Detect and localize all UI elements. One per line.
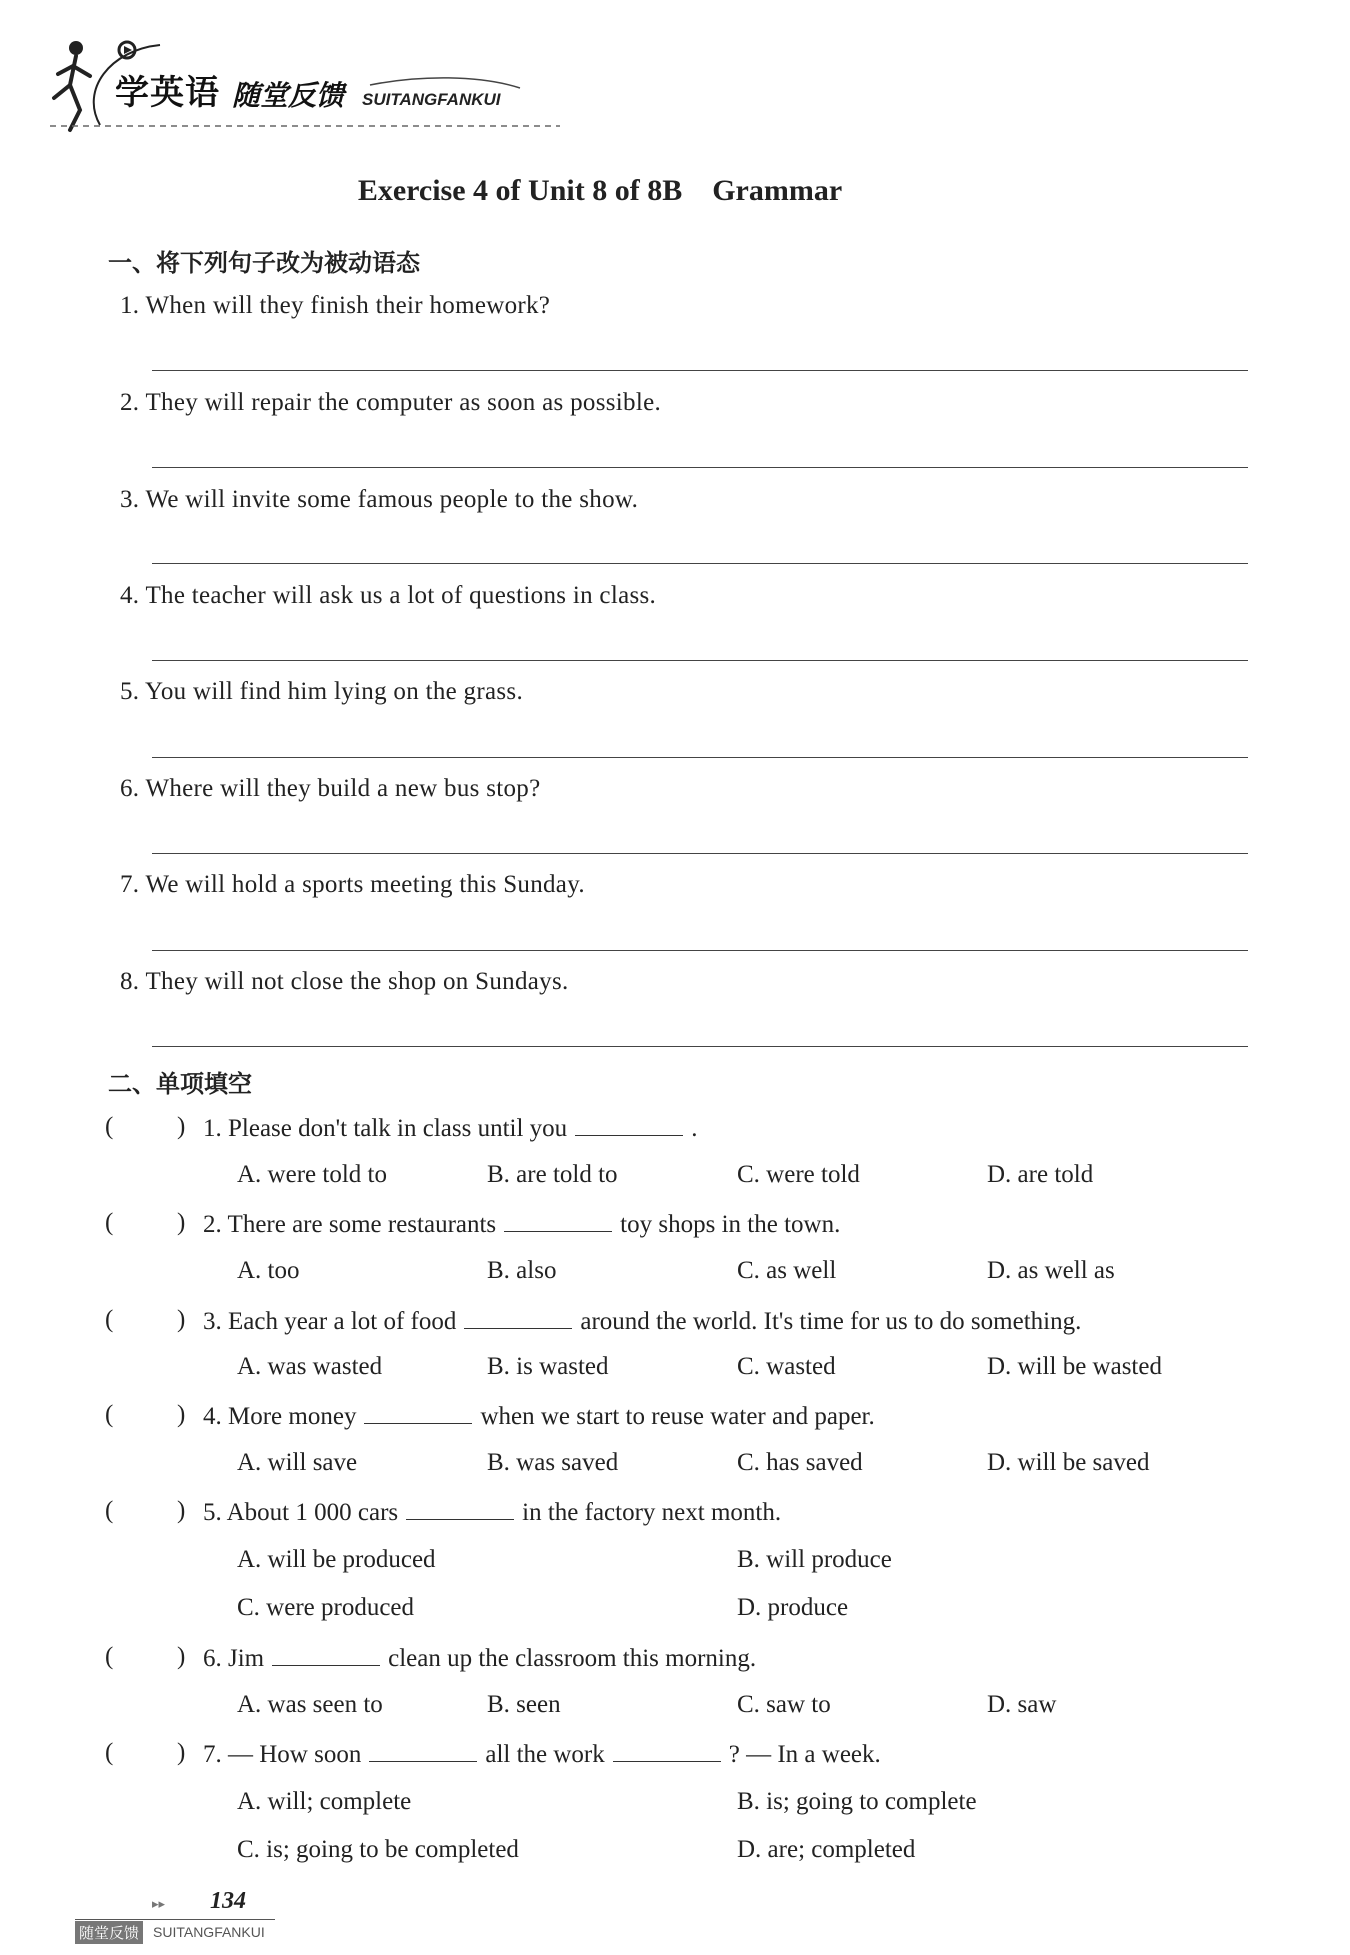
option-c[interactable]: C. saw to — [737, 1691, 831, 1718]
option-d[interactable]: D. are told — [987, 1161, 1094, 1188]
fill-blank[interactable] — [369, 1739, 477, 1762]
rewrite-question-4: 4. The teacher will ask us a lot of questions in class. — [120, 582, 657, 609]
rewrite-question-5: 5. You will find him lying on the grass. — [120, 678, 523, 705]
answer-paren-open: ( — [105, 1497, 114, 1524]
option-b[interactable]: B. is; going to complete — [737, 1788, 977, 1815]
answer-paren-open: ( — [105, 1209, 114, 1236]
fill-blank[interactable] — [406, 1497, 514, 1520]
rewrite-question-6: 6. Where will they build a new bus stop? — [120, 775, 541, 802]
answer-paren-open: ( — [105, 1401, 114, 1428]
answer-paren-close: ) — [177, 1209, 186, 1236]
rewrite-question-7: 7. We will hold a sports meeting this Sunday. — [120, 871, 585, 898]
answer-paren-open: ( — [105, 1739, 114, 1766]
answer-line-1[interactable] — [152, 370, 1248, 371]
option-d[interactable]: D. will be wasted — [987, 1353, 1162, 1380]
section1-heading: 一、将下列句子改为被动语态 — [108, 249, 420, 277]
answer-line-6[interactable] — [152, 853, 1248, 854]
rewrite-question-1: 1. When will they finish their homework? — [120, 292, 551, 319]
section2-heading: 二、单项填空 — [108, 1070, 252, 1098]
rewrite-question-3: 3. We will invite some famous people to the show. — [120, 486, 639, 513]
page-number: 134 — [210, 1888, 246, 1914]
question-stem: 6. Jim clean up the classroom this morning. — [203, 1645, 757, 1672]
option-c[interactable]: C. were told — [737, 1161, 860, 1188]
option-a[interactable]: A. was wasted — [237, 1353, 383, 1380]
option-d[interactable]: D. produce — [737, 1594, 849, 1621]
question-stem: 5. About 1 000 cars in the factory next month. — [203, 1499, 782, 1526]
answer-line-2[interactable] — [152, 467, 1248, 468]
answer-line-8[interactable] — [152, 1046, 1248, 1047]
answer-paren-open: ( — [105, 1643, 114, 1670]
fill-blank[interactable] — [272, 1643, 380, 1666]
rewrite-question-8: 8. They will not close the shop on Sundays. — [120, 968, 569, 995]
option-a[interactable]: A. will; complete — [237, 1788, 412, 1815]
arrow-icon: ▸▸ — [152, 1897, 166, 1912]
option-a[interactable]: A. will be produced — [237, 1546, 436, 1573]
option-a[interactable]: A. too — [237, 1257, 300, 1284]
fill-blank[interactable] — [364, 1401, 472, 1424]
option-b[interactable]: B. also — [487, 1257, 557, 1284]
option-b[interactable]: B. seen — [487, 1691, 561, 1718]
option-c[interactable]: C. has saved — [737, 1449, 863, 1476]
answer-paren-open: ( — [105, 1306, 114, 1333]
footer-badge: 随堂反馈 — [75, 1921, 143, 1944]
question-stem: 2. There are some restaurants toy shops in the town. — [203, 1211, 841, 1238]
question-stem: 1. Please don't talk in class until you . — [203, 1115, 698, 1142]
option-c[interactable]: C. were produced — [237, 1594, 415, 1621]
answer-line-4[interactable] — [152, 660, 1248, 661]
option-a[interactable]: A. was seen to — [237, 1691, 383, 1718]
page-title: Exercise 4 of Unit 8 of 8B Grammar — [357, 174, 843, 207]
rewrite-question-2: 2. They will repair the computer as soon as possible. — [120, 389, 662, 416]
option-d[interactable]: D. saw — [987, 1691, 1057, 1718]
option-b[interactable]: B. will produce — [737, 1546, 892, 1573]
option-c[interactable]: C. is; going to be completed — [237, 1836, 519, 1863]
answer-paren-close: ) — [177, 1306, 186, 1333]
fill-blank[interactable] — [504, 1209, 612, 1232]
answer-paren-open: ( — [105, 1113, 114, 1140]
footer-brand: SUITANGFANKUI — [153, 1924, 265, 1940]
answer-paren-close: ) — [177, 1113, 186, 1140]
brand-chinese-sub: 随堂反馈 — [232, 79, 345, 112]
header-logo — [40, 30, 560, 140]
brand-english: SUITANGFANKUI — [362, 90, 501, 109]
answer-paren-close: ) — [177, 1401, 186, 1428]
brand-chinese: 学英语 — [115, 73, 220, 113]
option-d[interactable]: D. will be saved — [987, 1449, 1150, 1476]
option-c[interactable]: C. as well — [737, 1257, 837, 1284]
option-b[interactable]: B. was saved — [487, 1449, 619, 1476]
option-b[interactable]: B. are told to — [487, 1161, 618, 1188]
fill-blank[interactable] — [575, 1113, 683, 1136]
answer-line-3[interactable] — [152, 563, 1248, 564]
footer-divider — [75, 1919, 275, 1920]
option-b[interactable]: B. is wasted — [487, 1353, 609, 1380]
question-stem: 7. — How soon all the work ? — In a week. — [203, 1741, 881, 1768]
option-a[interactable]: A. were told to — [237, 1161, 387, 1188]
question-stem: 3. Each year a lot of food around the world. It's time for us to do something. — [203, 1308, 1082, 1335]
option-a[interactable]: A. will save — [237, 1449, 358, 1476]
answer-paren-close: ) — [177, 1497, 186, 1524]
option-c[interactable]: C. wasted — [737, 1353, 836, 1380]
answer-line-7[interactable] — [152, 950, 1248, 951]
fill-blank[interactable] — [464, 1306, 572, 1329]
option-d[interactable]: D. are; completed — [737, 1836, 916, 1863]
answer-paren-close: ) — [177, 1739, 186, 1766]
fill-blank[interactable] — [613, 1739, 721, 1762]
question-stem: 4. More money when we start to reuse water and paper. — [203, 1403, 875, 1430]
answer-line-5[interactable] — [152, 757, 1248, 758]
answer-paren-close: ) — [177, 1643, 186, 1670]
option-d[interactable]: D. as well as — [987, 1257, 1115, 1284]
